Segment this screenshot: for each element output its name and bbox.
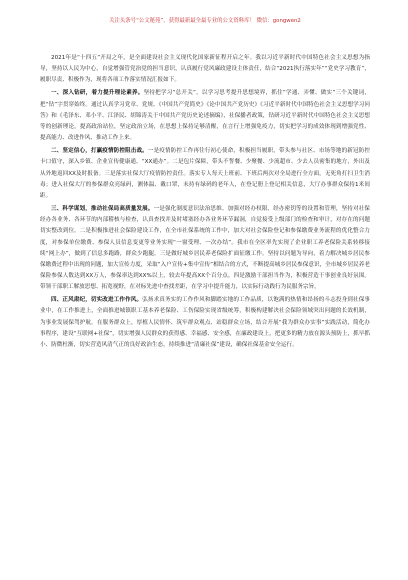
section-heading: 三、科学谋划，推动社保局高质量发展。 [51,206,154,213]
section-heading: 四、正风肃纪，切实改进工作作风。 [51,297,143,304]
intro-paragraph [40,53,370,86]
section-study-paragraph [40,88,370,144]
section-body: 一是疫情防控工作再往行初心使命，积极担当履职，带头参与社区、市场等地的新冠防控卡口值守，深入乡镇、企业宣传健康通、“XX通办”。二是包片保障，带头不誓餐、少聚餐、少流超市、少去人员密集的地方，外出及从外地返回XX及时报备。三是落实社保大厅疫情防控责任。落实专人每天上班前、下班后两次对全局进行全方面，无死角打扫卫生消毒；进入社保大厅的参保群众亮绿码，测体温、戴口罩，未持有绿码的老年人，在登记册上登记相关信息，大厅办事群众保持1米间距。 [40,148,370,199]
section-development-paragraph [40,204,370,293]
section-conduct-paragraph [40,295,370,351]
section-body: 一是强化制度意识法治思维。加强对经办权限、经办密钥等的设置和管理，坚持对社保经办各业务、各环节的内部稽核与检查，认真查找并及时堵塞经办各业务环节漏洞，自觉接受上级部门的检查和审计，对存在的问题切实整改到位。二是积极推进社会保险建设工作，在全市社保系统的工作中，加大对社会保险登记和参保缴费业务流程的优化整合力度，对参保单位缴费、参保人员信息变更等业务实现“一窗受理、一次办结”。我市在全区率先实现了企业职工养老保险关系转移接续“网上办”，做到了信息多跑路，群众少跑腿。三是做好城乡居民养老保险扩面征缴工作。坚持以问题为导向，着力解决城乡居民参保缴费过程中出现的问题，加大宣传力度，采取“入户宣传+集中宣传”相结合的方式，不断提高城乡居民参保意识，全市城乡居民养老保险参保人数达到XX万人，参保率达到XX%以上，较去年提高XX个百分点。四是激励干部担当作为，积极营造干事创业良好氛围。带领干部职工解放思想、拓宽视野，在对标先进中查找差距，在学习中提升能力，以实际行动践行为民服务宗旨。 [40,206,370,291]
section-heading: 一、深入钻研，着力提升理论素养。 [51,90,144,97]
paragraph-body: 2021年是“十四五”开局之年，是全面建设社会主义现代化国家新征程开启之年。我以习近平新时代中国特色社会主义思想为指导，坚持以人民为中心，自觉增强管党治党的担当意识，认真履行党风廉政建设主体责任，结合“2021执行落实年”“党史学习教育”，履职尽责、积极作为，现将各项工作落实情况汇报如下。 [40,55,370,84]
report-document [40,53,370,568]
section-heading: 二、坚定信心，打赢疫情防控阻击战。 [51,148,148,155]
section-epidemic-paragraph [40,146,370,202]
section-body: 弘扬求真务实的工作作风和脚踏实地的工作品质，以饱满的热情和昂扬的斗志投身到社保事业中，在工作推进上，全面推进城镇职工基本养老保险、工伤保险实现省级统筹，积极构建解决社会保险领域突出问题的长效机制，为事业发展保驾护航。在服务群众上，厚植人民情怀、筑牢群众观点、站稳群众立场，结合开展“我为群众办实事”实践活动，简化办事程序，建设“互联网+社保”，切实增强人民群众的获得感、幸福感、安全感，在廉政建设上，把更多的精力放在源头预防上，抓早抓小、防微杜渐，切实营造风清气正的良好政治生态，持续推进“清廉社保”建设，确保社保基金安全运行。 [40,297,370,348]
wechat-promo-banner: 关注头条号“公文秘苑”，获得最新最全最专业的公文资料库！ 微信：gongwen2 [109,18,301,24]
section-body: 坚持把学习“总开关”，以学习思考提升思想境界，抓住“学通、弄懂、做实”三个关键词，把“钻”字贯穿始终。通过认真学习党章、党规、《中国共产党简史》《论中国共产党历史》《习近平新时代中国特色社会主义思想学习问答》和《毛泽东、邓小平、江泽民、胡锦涛关于中国共产党历史论述摘编》，社保播者政策，钻研习近平新时代中国特色社会主义思想等的创新理论，提高政治站位，坚定政治立场，在思想上保持足够清醒，在言行上增强免疫力，切实把学习的成效体现到增强党性、提高能力、改进作风、推动工作上来。 [40,90,370,142]
